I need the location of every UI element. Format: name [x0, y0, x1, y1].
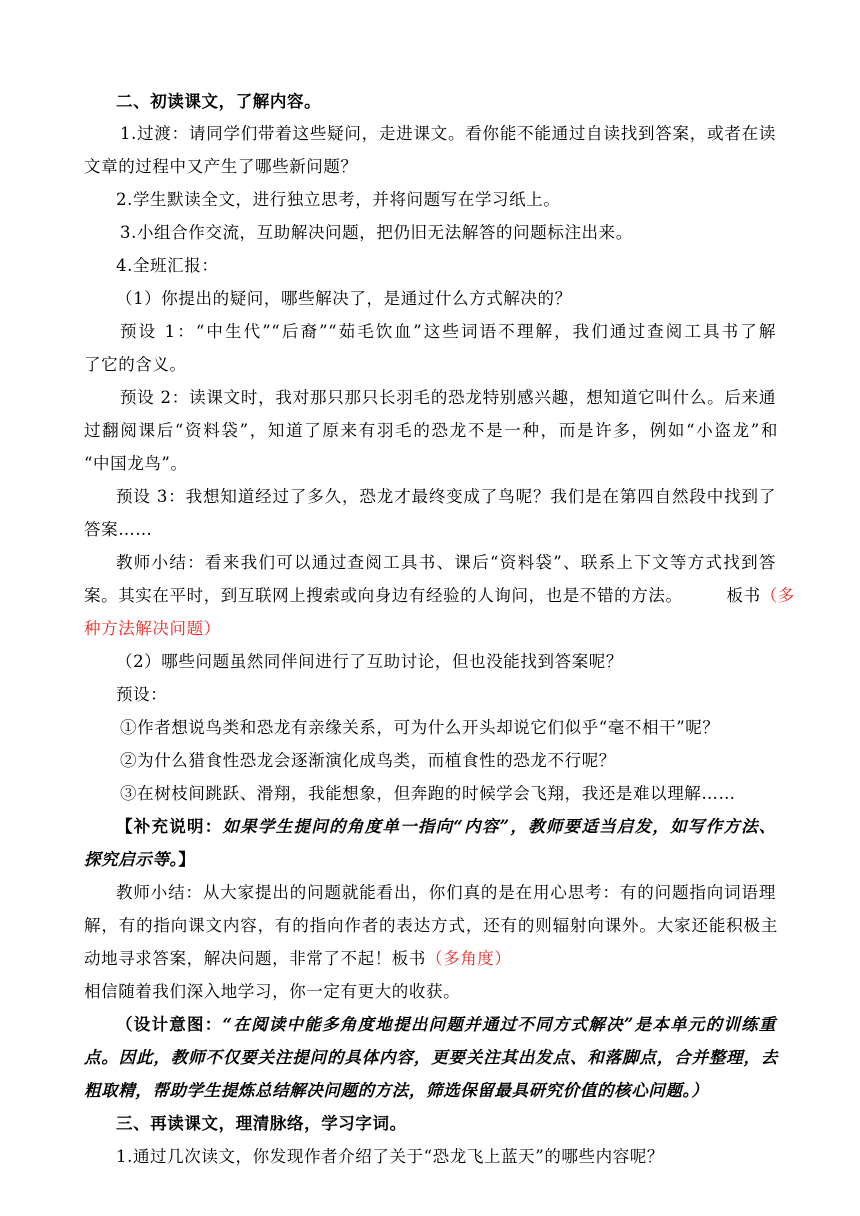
unresolved-item-1: ①作者想说鸟类和恐龙有亲缘关系，可为什么开头却说它们似乎“毫不相干”呢？ [120, 718, 720, 737]
question-1: （1）你提出的疑问，哪些解决了，是通过什么方式解决的？ [116, 289, 572, 308]
design-line1 [116, 1015, 776, 1035]
design-text-1: “在阅读中能多角度地提出问题并通过不同方式解决”是本单元的训练重 [222, 1015, 776, 1034]
supplement-line1 [116, 817, 776, 837]
p3: 3.小组合作交流，互助解决问题，把仍旧无法解答的问题标注出来。 [120, 223, 633, 242]
summary2-line3 [84, 949, 512, 969]
summary2-line2: 解，有的指向课文内容，有的指向作者的表达方式，还有的则辐射向课外。大家还能积极主 [84, 916, 778, 935]
preset-label: 预设： [116, 685, 168, 704]
preset3-line1: 预设 3：我想知道经过了多久，恐龙才最终变成了鸟呢？我们是在第四自然段中找到了 [116, 487, 776, 506]
p4: 4.全班汇报： [116, 256, 219, 275]
preset1-line2: 了它的含义。 [84, 355, 187, 374]
preset2-line3: “中国龙鸟”。 [84, 454, 188, 473]
closing-line: 相信随着我们深入地学习，你一定有更大的收获。 [84, 982, 461, 1001]
section3-p1: 1.通过几次读文，你发现作者介绍了关于“恐龙飞上蓝天”的哪些内容呢？ [116, 1147, 665, 1166]
supplement-text-1: 如果学生提问的角度单一指向“内容”，教师要适当启发，如写作方法、 [222, 817, 776, 836]
p1-line2: 文章的过程中又产生了哪些新问题？ [84, 157, 358, 176]
summary2-line3-text: 动地寻求答案，解决问题，非常了不起！板书 [84, 949, 426, 968]
unresolved-item-2: ②为什么猎食性恐龙会逐渐演化成鸟类，而植食性的恐龙不行呢？ [120, 751, 616, 770]
preset1-line1: 预设 1：“中生代”“后裔”“茹毛饮血”这些词语不理解，我们通过查阅工具书了解 [120, 322, 776, 341]
preset2-line1: 预设 2：读课文时，我对那只那只长羽毛的恐龙特别感兴趣，想知道它叫什么。后来通 [120, 388, 776, 407]
board1-red-a: （多 [760, 586, 795, 605]
p2: 2.学生默读全文，进行独立思考，并将问题写在学习纸上。 [116, 190, 561, 209]
board1-label: 板书 [726, 586, 761, 605]
summary1-line2 [84, 586, 795, 606]
supplement-label: 【补充说明： [116, 817, 223, 836]
supplement-close: 】 [178, 850, 196, 869]
summary2-line1: 教师小结：从大家提出的问题就能看出，你们真的是在用心思考：有的问题指向词语理 [116, 883, 776, 902]
p1-line1: 1.过渡：请同学们带着这些疑问，走进课文。看你能不能通过自读找到答案，或者在读 [120, 124, 776, 143]
design-label: （设计意图： [116, 1015, 223, 1034]
preset2-line2: 过翻阅课后“资料袋”，知道了原来有羽毛的恐龙不是一种，而是许多，例如“小盗龙”和 [84, 421, 778, 440]
preset3-line2: 答案…… [84, 520, 153, 539]
supplement-text-2: 探究启示等。 [84, 850, 179, 869]
unresolved-item-3: ③在树枝间跳跃、滑翔，我能想象，但奔跑的时候学会飞翔，我还是难以理解…… [120, 784, 736, 803]
question-2: （2）哪些问题虽然同伴间进行了互助讨论，但也没能找到答案呢？ [116, 652, 623, 671]
design-line3: 粗取精，帮助学生提炼总结解决问题的方法，筛选保留最具研究价值的核心问题。） [84, 1081, 709, 1100]
summary1-line1: 教师小结：看来我们可以通过查阅工具书、课后“资料袋”、联系上下文等方式找到答 [116, 553, 776, 572]
design-line2: 点。因此，教师不仅要关注提问的具体内容，更要关注其出发点、和落脚点，合并整理，去 [84, 1048, 778, 1067]
section2-heading: 二、初读课文，了解内容。 [116, 92, 322, 111]
supplement-line2 [84, 850, 195, 870]
board1-red-b: 种方法解决问题） [84, 619, 221, 638]
summary1-line2-text: 案。其实在平时，到互联网上搜索或向身边有经验的人询问，也是不错的方法。 [84, 586, 683, 605]
section3-heading: 三、再读课文，理清脉络，学习字词。 [116, 1114, 407, 1133]
board2-red: （多角度） [426, 949, 512, 968]
